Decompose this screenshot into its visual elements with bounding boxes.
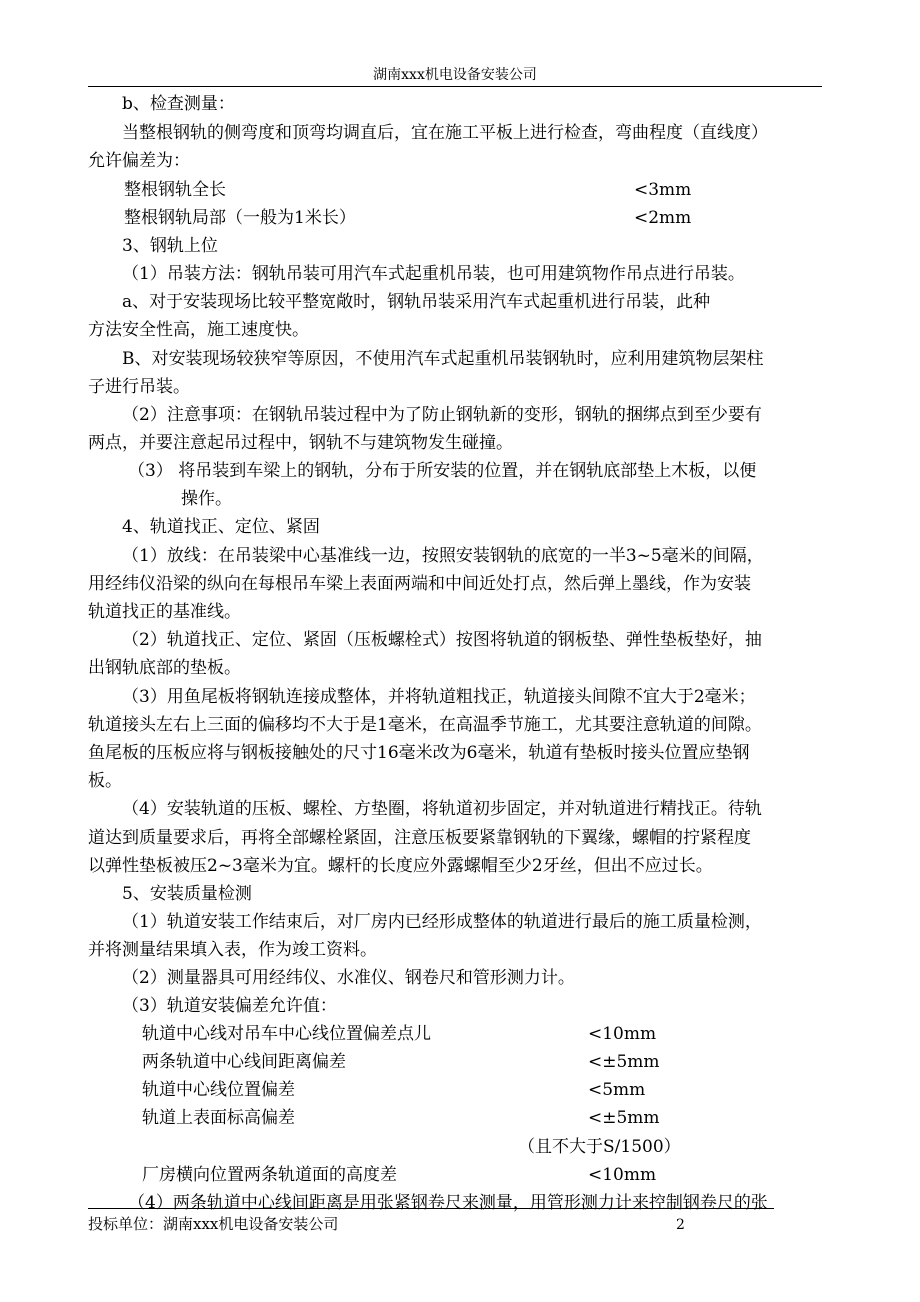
page-header: 湖南xxx机电设备安装公司 [373, 67, 537, 83]
para-line: 道达到质量要求后，再将全部螺栓紧固，注意压板要紧靠钢轨的下翼缘，螺帽的拧紧程度 [88, 828, 751, 848]
para-line: a、对于安装现场比较平整宽敞时，钢轨吊装采用汽车式起重机进行吊装，此种 [122, 292, 711, 312]
para-line: （3）轨道安装偏差允许值： [122, 996, 337, 1016]
para-line: 用经纬仪沿梁的纵向在每根吊车梁上表面两端和中间近处打点，然后弹上墨线，作为安装 [88, 574, 751, 594]
para-line: （4）两条轨道中心线间距离是用张紧钢卷尺来测量，用管形测力计来控制钢卷尺的张 [128, 1193, 768, 1213]
tolerance-value: <2mm [634, 208, 692, 228]
header-rule [88, 86, 822, 87]
para-line: 板。 [88, 771, 122, 791]
para-line: 出钢轨底部的垫板。 [88, 658, 241, 678]
para-line: B、对安装现场较狭窄等原因，不使用汽车式起重机吊装钢轨时，应利用建筑物层架柱 [122, 349, 764, 369]
para-line: 轨道找正的基准线。 [88, 602, 241, 622]
tolerance-item: 轨道中心线位置偏差 [142, 1080, 295, 1100]
tolerance-item: 两条轨道中心线间距离偏差 [142, 1052, 346, 1072]
tolerance-item: 厂房横向位置两条轨道面的高度差 [142, 1165, 397, 1185]
tolerance-value: <10mm [588, 1024, 657, 1044]
para-line: （3） 将吊装到车梁上的钢轨，分布于所安装的位置，并在钢轨底部垫上木板，以便 [128, 461, 757, 481]
para-line: 允许偏差为： [88, 151, 190, 171]
para-line: 以弹性垫板被压2~3毫米为宜。螺杆的长度应外露螺帽至少2牙丝，但出不应过长。 [88, 856, 713, 876]
para-line: 轨道接头左右上三面的偏移均不大于是1毫米，在高温季节施工，尤其要注意轨道的间隙。 [88, 715, 762, 735]
tolerance-value: <10mm [588, 1165, 657, 1185]
para-line: 整根钢轨局部（一般为1米长） [124, 208, 356, 228]
tolerance-note: （且不大于S/1500） [518, 1137, 681, 1157]
tolerance-item: 轨道上表面标高偏差 [142, 1108, 295, 1128]
para-line: （2）测量器具可用经纬仪、水准仪、钢卷尺和管形测力计。 [122, 968, 575, 988]
para-line: 方法安全性高，施工速度快。 [88, 320, 309, 340]
tolerance-item: 轨道中心线对吊车中心线位置偏差点儿 [142, 1024, 431, 1044]
section-heading: 5、安装质量检测 [122, 884, 252, 904]
para-line: b、检查测量： [122, 94, 235, 114]
section-heading: 3、钢轨上位 [122, 236, 218, 256]
para-line: 子进行吊装。 [88, 377, 190, 397]
page-number: 2 [676, 1217, 685, 1233]
para-line: 两点，并要注意起吊过程中，钢轨不与建筑物发生碰撞。 [88, 433, 513, 453]
footer-rule [88, 1208, 774, 1209]
para-line: （1）吊装方法：钢轨吊装可用汽车式起重机吊装，也可用建筑物作吊点进行吊装。 [122, 264, 745, 284]
para-line: （1）放线：在吊装梁中心基准线一边，按照安装钢轨的底宽的一半3~5毫米的间隔， [122, 546, 764, 566]
para-line: （2）轨道找正、定位、紧固（压板螺栓式）按图将轨道的钢板垫、弹性垫板垫好，抽 [122, 630, 762, 650]
para-line: 整根钢轨全长 [124, 180, 226, 200]
para-line: （1）轨道安装工作结束后，对厂房内已经形成整体的轨道进行最后的施工质量检测， [122, 912, 762, 932]
section-heading: 4、轨道找正、定位、紧固 [122, 517, 320, 537]
para-line: 操作。 [181, 489, 232, 509]
para-line: 并将测量结果填入表，作为竣工资料。 [88, 940, 377, 960]
para-line: 当整根钢轨的侧弯度和顶弯均调直后，宜在施工平板上进行检查，弯曲程度（直线度） [122, 123, 768, 143]
para-line: （3）用鱼尾板将钢轨连接成整体，并将轨道粗找正，轨道接头间隙不宜大于2毫米； [122, 687, 756, 707]
para-line: （4）安装轨道的压板、螺栓、方垫圈，将轨道初步固定，并对轨道进行精找正。待轨 [122, 799, 762, 819]
tolerance-value: <±5mm [588, 1108, 660, 1128]
tolerance-value: <±5mm [588, 1052, 660, 1072]
footer-bidder: 投标单位：湖南xxx机电设备安装公司 [88, 1215, 339, 1233]
para-line: 鱼尾板的压板应将与钢板接触处的尺寸16毫米改为6毫米，轨道有垫板时接头位置应垫钢 [88, 743, 750, 763]
para-line: （2）注意事项：在钢轨吊装过程中为了防止钢轨新的变形，钢轨的捆绑点到至少要有 [122, 405, 762, 425]
tolerance-value: <5mm [588, 1080, 646, 1100]
tolerance-value: <3mm [634, 180, 692, 200]
